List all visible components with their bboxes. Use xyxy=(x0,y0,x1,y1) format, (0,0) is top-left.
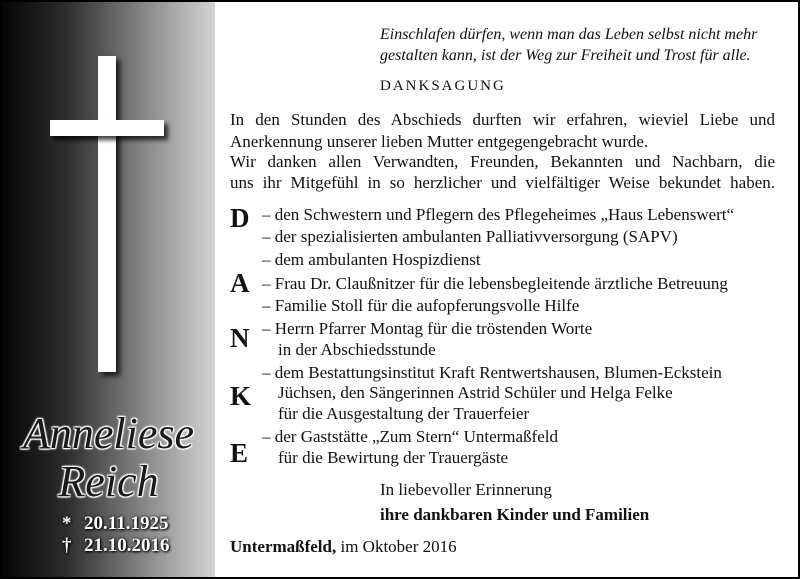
thanks-item-continuation: in der Abschiedsstunde xyxy=(278,340,436,359)
thanks-item: – Familie Stoll für die aufopferungsvolle Hilfe xyxy=(262,296,580,315)
deceased-first-name: Anneliese xyxy=(22,409,195,458)
thanks-item: – den Schwestern und Pflegern des Pflegeheimes „Haus Lebenswert“ xyxy=(262,205,735,224)
quote-line-1: Einschlafen dürfen, wenn man das Leben selbst nicht mehr xyxy=(380,26,758,43)
birth-date-line xyxy=(62,513,168,535)
death-date-line xyxy=(62,535,170,557)
danke-letter-a: A xyxy=(230,268,250,298)
paragraph-line-4: uns ihr Mitgefühl in so herzlicher und vielfältiger Weise bekundet haben. xyxy=(230,173,775,192)
thanks-item: – der spezialisierten ambulanten Palliativversorgung (SAPV) xyxy=(262,227,678,246)
birth-date: 20.11.1925 xyxy=(84,513,169,534)
thanks-item-continuation: Jüchsen, den Sängerinnen Astrid Schüler und Helga Felke xyxy=(278,383,673,402)
cross-horizontal-beam xyxy=(50,120,164,136)
death-date: 21.10.2016 xyxy=(84,535,170,556)
paragraph-line-3: Wir danken allen Verwandten, Freunden, Bekannten und Nachbarn, die xyxy=(230,152,775,171)
thanks-item-continuation: für die Bewirtung der Trauergäste xyxy=(278,448,509,467)
death-dagger-icon: † xyxy=(62,535,72,556)
place: Untermaßfeld, xyxy=(230,537,337,556)
place-date-line xyxy=(230,537,457,557)
thanks-item: – der Gaststätte „Zum Stern“ Untermaßfeld xyxy=(262,427,558,446)
thanks-item: – dem Bestattungsinstitut Kraft Rentwertshausen, Blumen-Eckstein xyxy=(262,363,722,382)
deceased-last-name: Reich xyxy=(58,457,159,506)
cross-vertical-beam xyxy=(98,56,116,372)
closing-signature: ihre dankbaren Kinder und Familien xyxy=(380,505,650,524)
thanks-item: – Herrn Pfarrer Montag für die tröstenden Worte xyxy=(262,319,593,338)
danke-letter-n: N xyxy=(230,323,250,353)
thanks-item-continuation: für die Ausgestaltung der Trauerfeier xyxy=(278,404,530,423)
paragraph-line-1: In den Stunden des Abschieds durften wir erfahren, wieviel Liebe und xyxy=(230,110,775,129)
thanks-item: – dem ambulanten Hospizdienst xyxy=(262,250,481,269)
memorial-panel xyxy=(2,2,215,577)
danke-letter-e: E xyxy=(230,438,249,468)
paragraph-line-2: Anerkennung unserer lieben Mutter entgegengebracht wurde. xyxy=(230,132,649,151)
heading: DANKSAGUNG xyxy=(380,78,506,94)
date: im Oktober 2016 xyxy=(336,537,457,556)
danke-letter-d: D xyxy=(230,203,250,233)
closing-remembrance: In liebevoller Erinnerung xyxy=(380,480,552,499)
quote-line-2: gestalten kann, ist der Weg zur Freiheit und Trost für alle. xyxy=(380,47,751,64)
birth-star-icon: * xyxy=(62,513,72,534)
danke-letter-k: K xyxy=(230,381,252,411)
text-column xyxy=(230,2,790,577)
thanks-item: – Frau Dr. Claußnitzer für die lebensbegleitende ärztliche Betreuung xyxy=(262,274,728,293)
